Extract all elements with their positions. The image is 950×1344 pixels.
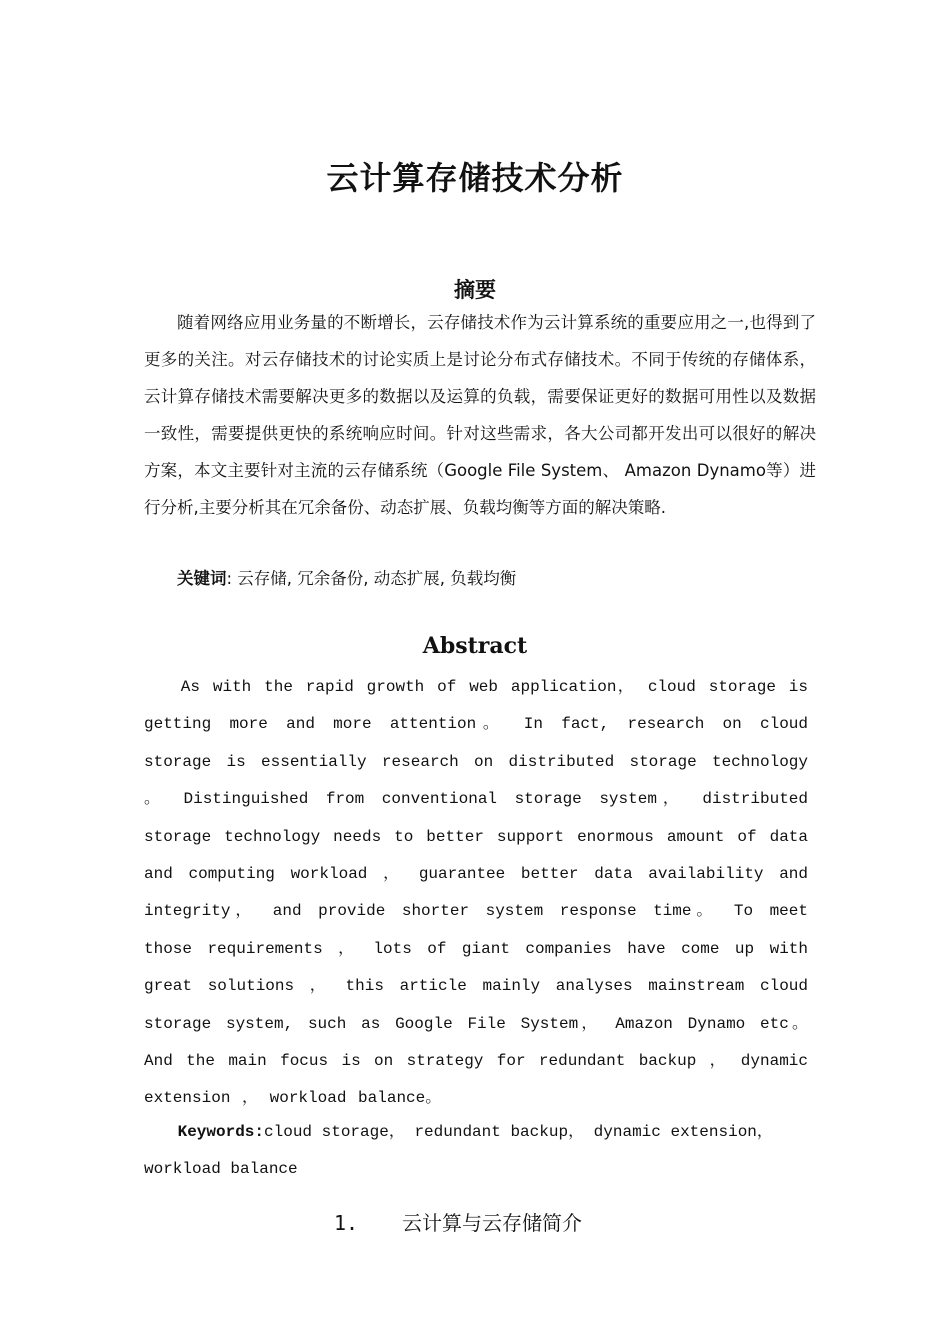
abstract-cn-body: 随着网络应用业务量的不断增长，云存储技术作为云计算系统的重要应用之一,也得到了更多的关注。对云存储技术的讨论实质上是讨论分布式存储技术。不同于传统的存储体系，云计算存储技术需要解决更多的数据以及运算的负载，需要保证更好的数据可用性以及数据一致性，需要提供更快的系统响应时间。针对这些需求，各大公司都开发出可以很好的解决方案，本文主要针对主流的云存储系统（Google File System、 Amazon Dynamo等）进行分析,主要分析其在冗余备份、动态扩展、负载均衡等方面的解决策略. xyxy=(144,313,816,517)
section-1-heading xyxy=(334,1206,582,1240)
keywords-en-values: cloud storage， redundant backup， dynamic extension， workload balance xyxy=(144,1123,773,1178)
section-1-title: 云计算与云存储简介 xyxy=(402,1211,582,1235)
abstract-en-heading: Abstract xyxy=(422,633,528,659)
keywords-cn-label: 关键词 xyxy=(177,569,227,588)
document-title: 云计算存储技术分析 xyxy=(326,159,624,197)
keywords-cn xyxy=(144,560,816,597)
keywords-cn-values: : 云存储, 冗余备份, 动态扩展, 负载均衡 xyxy=(226,569,517,588)
section-1-number: 1. xyxy=(334,1211,359,1235)
abstract-en-body: As with the rapid growth of web application， cloud storage is getting more and more attention。 In fact, research on cloud storage is essentially research on distributed storage technology 。 Distinguished from conventional storage system， distributed storage technology needs to better support enormous amount of data and computing workload ， guarantee better data availability and integrity， and provide shorter system response time。 To meet those requirements ， lots of giant companies have come up with great solutions ， this article mainly analyses mainstream cloud storage system, such as Google File System， Amazon Dynamo etc。 And the main focus is on strategy for redundant backup ， dynamic extension ， workload balance。 xyxy=(144,678,809,1108)
keywords-en xyxy=(144,1114,808,1188)
abstract-cn-heading: 摘要 xyxy=(454,278,496,302)
keywords-en-label: Keywords: xyxy=(177,1123,265,1141)
